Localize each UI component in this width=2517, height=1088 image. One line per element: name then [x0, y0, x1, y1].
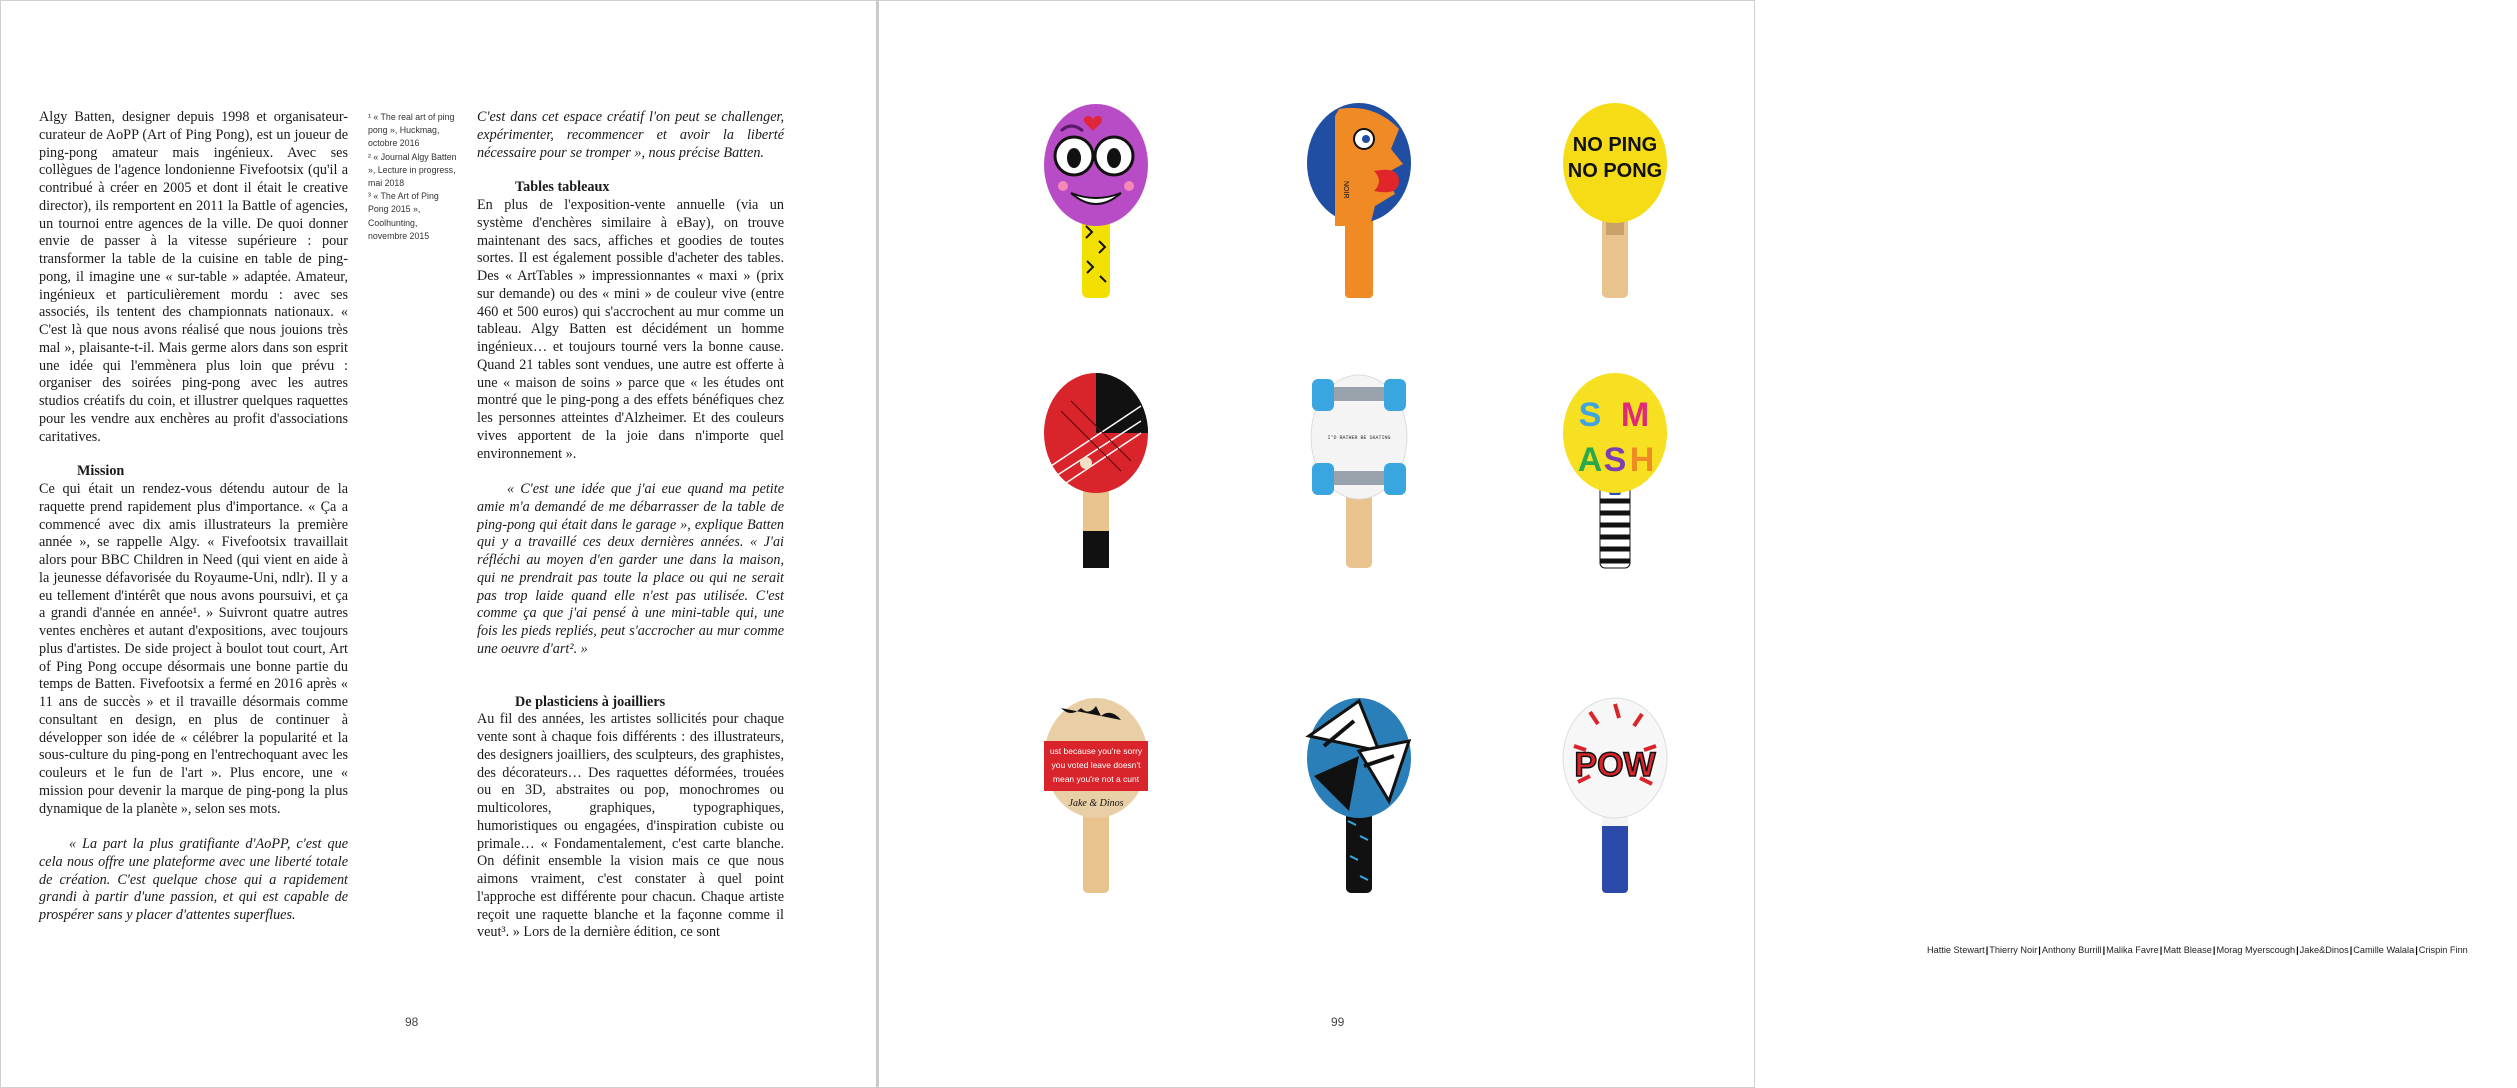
- svg-text:ust because you're sorry: ust because you're sorry: [1049, 746, 1143, 756]
- credit-2: Thierry Noir: [1989, 945, 2038, 955]
- page-number-right: 99: [1331, 1015, 1345, 1029]
- svg-text:A: A: [1577, 441, 1603, 479]
- slogan-paddle-icon: [1041, 696, 1151, 896]
- cartoon-face-paddle-icon: [1041, 101, 1151, 301]
- pattern-paddle-icon: [1304, 696, 1414, 896]
- tables-paragraph: En plus de l'exposition-vente annuelle (via un système d'enchères similaire à eBay), on trouve maintenant des sacs, affiches et goodies de toutes sortes. Il est également possible d'acheter des tables. Des « ArtTables » impressionnantes « maxi » (prix sur demande) ou des « mini » de couleur vive (entre 460 et 500 euros) qui s'accrochent au mur comme un tableau. Algy Batten est décidément un homme ingénieux… et toujours tourné vers la bonne cause. Quand 21 tables sont vendues, une autre est offerte à une « maison de soins » parce que « les études ont montré que le ping-pong a des effets bénéfiques chez les personnes atteintes d'Alzheimer. Et des couleurs vives apportent de la joie dans n'importe quel environnement ».: [477, 197, 784, 462]
- svg-text:I'D RATHER BE SKATING: I'D RATHER BE SKATING: [1327, 435, 1391, 441]
- quote-continuation: C'est dans cet espace créatif l'on peut se challenger, expérimenter, recommencer et avoir la liberté nécessaire pour se tromper », nous précise Batten.: [477, 109, 784, 161]
- svg-text:NOIR: NOIR: [1342, 181, 1349, 199]
- geometric-paddle-icon: [1041, 371, 1151, 571]
- left-column: [39, 109, 348, 925]
- svg-text:S: S: [1578, 396, 1602, 434]
- mission-paragraph: Ce qui était un rendez-vous détendu autour de la raquette prend rapidement plus d'importance. « Ça a commencé avec dix amis illustrateurs la première année », se rappelle Algy. « Fivefootsix travaillait alors pour BBC Children in Need (qui vient en aide à la jeunesse défavorisée du Royaume-Uni, ndlr). Il y a eu tellement d'intérêt que nous avons poursuivi, et ça a grandi d'année en année¹. » Suivront quatre autres ventes enchères et autant d'expositions, avec toujours plus d'artistes. De side project à boulot tout court, Art of Ping Pong occupe désormais une bonne partie du temps de Batten. Fivefootsix a fermé en 2016 après « 11 ans de succès » et il travaille désormais comme consultant en design, en plus de continuer à développer son idée de « célébrer la popularité et la sous-culture du ping-pong en l'entrechoquant avec les couleurs et le fun de l'art ». Plus encore, une « mission pour devenir la marque de ping-pong la plus dynamique de la planète », selon ses mots.: [39, 481, 348, 817]
- heading-tables-tableaux: Tables tableaux: [515, 179, 610, 196]
- credit-7: Jake&Dinos: [2299, 945, 2349, 955]
- profile-face-paddle-icon: [1304, 101, 1414, 301]
- right-page: [878, 0, 2468, 1088]
- svg-text:NO PING: NO PING: [1572, 134, 1658, 156]
- left-page: [0, 0, 878, 1088]
- svg-text:H: H: [1629, 441, 1655, 479]
- footnotes: [368, 111, 458, 243]
- footnote-3: ³ « The Art of Ping Pong 2015 », Coolhunting, novembre 2015: [368, 191, 439, 241]
- svg-text:S: S: [1603, 441, 1627, 479]
- skate-paddle-icon: [1304, 371, 1414, 571]
- credit-5: Matt Blease: [2163, 945, 2212, 955]
- footnote-2: ² « Journal Algy Batten », Lecture in progress, mai 2018: [368, 151, 457, 189]
- garage-quote-paragraph: « C'est une idée que j'ai eue quand ma petite amie m'a demandé de me débarrasser de la table de ping-pong qui était dans le garage », explique Batten qui y a travaillé ces deux dernières années. « J'ai réfléchi au moyen d'en garder une dans la maison, qui ne prendrait pas toute la place ou qui ne serait pas trop laide quand elle n'est pas utilisée. C'est comme ça que j'ai pensé à une mini-table qui, une fois les pieds repliés, peut s'accrocher au mur comme une oeuvre d'art². »: [477, 481, 784, 657]
- credit-3: Anthony Burrill: [2041, 945, 2102, 955]
- svg-text:NO PONG: NO PONG: [1567, 160, 1663, 182]
- svg-text:POW: POW: [1574, 746, 1656, 784]
- credit-6: Morag Myerscough: [2216, 945, 2296, 955]
- svg-text:M: M: [1620, 396, 1650, 434]
- artist-credits: Hattie Stewart|Thierry Noir|Anthony Burrill|Malika Favre|Matt Blease|Morag Myerscough|Jake&Dinos|Camille Walala|Crispin Finn: [1927, 945, 2468, 955]
- svg-text:mean you're not a cunt: mean you're not a cunt: [1052, 774, 1140, 784]
- typographic-paddle-icon: [1560, 101, 1670, 301]
- pow-paddle-icon: [1560, 696, 1670, 896]
- heading-plasticiens: De plasticiens à joailliers: [515, 693, 666, 710]
- page-number-left: 98: [405, 1015, 419, 1029]
- credit-1: Hattie Stewart: [1927, 945, 1985, 955]
- right-column: [477, 109, 784, 942]
- credit-9: Crispin Finn: [2418, 945, 2468, 955]
- intro-paragraph: Algy Batten, designer depuis 1998 et organisateur-curateur de AoPP (Art of Ping Pong), est un joueur de ping-pong amateur mais ingénieux. Avec ses collègues de l'agence londonienne Fivefootsix (qu'il a contribué à créer en 2005 et dont il était le creative director), ils remportent en 2011 la Battle of agencies, un tournoi entre agences de la ville. De quoi donner envie de passer à la vitesse supérieure : pour transformer la table de la cuisine en table de ping-pong, il imagine une « sur-table » adaptée. Amateur, ingénieux et particulièrement mordu : avec ses associés, ils tentent des championnats nationaux. « C'est là que nous avons réalisé que nous jouions très mal », plaisante-t-il. Mais germe alors dans son esprit une idée qui l'emmènera plus loin que prévu : organiser des soirées ping-pong avec les autres studios créatifs du coin, et illustrer quelques raquettes pour les vendre aux enchères au profit d'associations caritatives.: [39, 109, 348, 445]
- credit-8: Camille Walala: [2353, 945, 2415, 955]
- credit-4: Malika Favre: [2106, 945, 2159, 955]
- svg-text:Jake & Dinos: Jake & Dinos: [1068, 798, 1124, 809]
- footnote-1: ¹ « The real art of ping pong », Huckmag, octobre 2016: [368, 112, 455, 149]
- heading-mission: Mission: [77, 463, 125, 480]
- svg-text:you voted leave doesn't: you voted leave doesn't: [1051, 760, 1141, 770]
- quote-paragraph: « La part la plus gratifiante d'AoPP, c'est que cela nous offre une plateforme avec une liberté totale de création. C'est quelque chose qui a rapidement grandi à partir d'une passion, et qui est capable de prospérer sans y placer d'attentes superflues.: [39, 836, 348, 923]
- artists-paragraph: Au fil des années, les artistes sollicités pour chaque vente sont à chaque fois différents : des illustrateurs, des designers joailliers, des sculpteurs, des graphistes, des décorateurs… Des raquettes déformées, trouées ou en 3D, abstraites ou pop, monochromes ou multicolores, graphiques, typographiques, humoristiques ou engagées, d'inspiration cubiste ou primale… « Fondamentalement, c'est carte blanche. On définit ensemble la vision mais ce que nous aimons vraiment, c'est constater à quel point l'approche est différente pour chacun. Chaque artiste reçoit une raquette blanche et la façonne comme il veut³. » Lors de la dernière édition, ce sont: [477, 711, 784, 941]
- smash-paddle-icon: [1560, 371, 1670, 571]
